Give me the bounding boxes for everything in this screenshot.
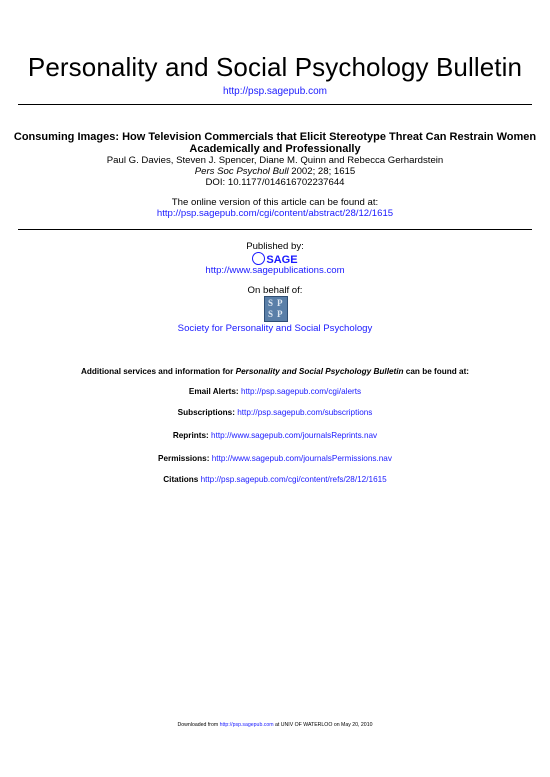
service-subscriptions-link[interactable]: http://psp.sagepub.com/subscriptions — [237, 408, 373, 417]
spsp-letter-4: P — [277, 309, 283, 319]
services-intro-journal: Personality and Social Psychology Bulletin — [235, 367, 404, 376]
footer-url-link[interactable]: http://psp.sagepub.com — [219, 722, 274, 728]
service-reprints-link[interactable]: http://www.sagepub.com/journalsReprints.nav — [211, 431, 378, 440]
article-authors: Paul G. Davies, Steven J. Spencer, Diane M. Quinn and Rebecca Gerhardstein — [106, 155, 444, 166]
services-intro — [0, 367, 550, 377]
footer-prefix: Downloaded from — [177, 722, 220, 728]
download-footer — [0, 722, 550, 729]
footer-suffix: at UNIV OF WATERLOO on May 20, 2010 — [273, 722, 373, 728]
service-label: Email Alerts: — [188, 387, 239, 396]
article-title — [0, 131, 550, 155]
service-reprints — [0, 431, 550, 441]
service-label: Reprints: — [172, 431, 209, 440]
society-name-container — [0, 323, 550, 334]
online-version-note: The online version of this article can be found at: — [171, 197, 379, 208]
spsp-letter-1: S — [268, 298, 274, 308]
service-label: Citations — [163, 475, 199, 484]
article-doi: DOI: 10.1177/014616702237644 — [205, 177, 345, 188]
article-citation — [0, 166, 550, 177]
service-citations — [0, 475, 550, 485]
service-citations-link[interactable]: http://psp.sagepub.com/cgi/content/refs/28/12/1615 — [200, 475, 387, 484]
journal-url-container — [0, 86, 550, 97]
sage-logo-text: SAGE — [266, 254, 298, 266]
article-title-line-1: Consuming Images: How Television Commercials that Elicit Stereotype Threat Can Restrain Women — [13, 131, 537, 143]
service-email-alerts — [0, 387, 550, 397]
published-by-label: Published by: — [246, 241, 304, 252]
online-version-link[interactable]: http://psp.sagepub.com/cgi/content/abstract/28/12/1615 — [156, 208, 394, 219]
service-permissions-link[interactable]: http://www.sagepub.com/journalsPermissions.nav — [211, 454, 392, 463]
service-label: Permissions: — [158, 454, 210, 463]
service-email-alerts-link[interactable]: http://psp.sagepub.com/cgi/alerts — [240, 387, 362, 396]
top-divider — [18, 104, 532, 105]
publisher-url-container — [0, 265, 550, 276]
citation-journal: Pers Soc Psychol Bull — [194, 166, 289, 177]
article-title-line-2: Academically and Professionally — [189, 143, 361, 155]
service-permissions — [0, 454, 550, 464]
publisher-url-link[interactable]: http://www.sagepublications.com — [205, 265, 345, 276]
service-subscriptions — [0, 408, 550, 418]
online-version-url-container — [0, 208, 550, 219]
spsp-logo-icon — [264, 296, 288, 322]
spsp-letter-2: P — [277, 298, 283, 308]
on-behalf-label: On behalf of: — [247, 285, 303, 296]
services-intro-before: Additional services and information for — [80, 367, 236, 376]
sage-ring-icon — [252, 252, 265, 265]
journal-url-link[interactable]: http://psp.sagepub.com — [223, 86, 327, 97]
spsp-letter-3: S — [268, 309, 274, 319]
services-intro-after: can be found at: — [403, 367, 470, 376]
middle-divider — [18, 229, 532, 230]
citation-volume: 2002; 28; 1615 — [288, 166, 356, 177]
journal-title: Personality and Social Psychology Bulletin — [27, 52, 523, 82]
service-label: Subscriptions: — [177, 408, 235, 417]
society-link[interactable]: Society for Personality and Social Psychology — [177, 323, 373, 334]
